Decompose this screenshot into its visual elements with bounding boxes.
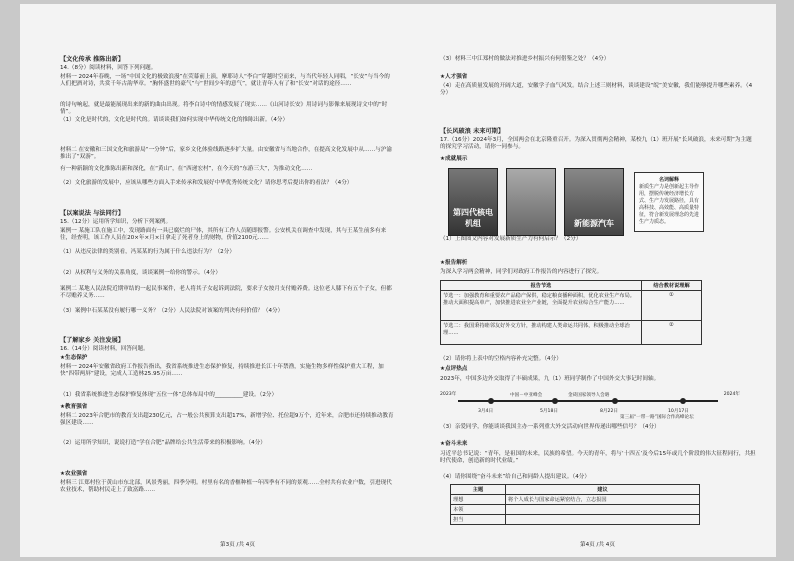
section-heading-hometown: 【了解家乡 关注发展】 (60, 337, 125, 344)
topic-agriculture: ★农业强省 (60, 471, 88, 477)
timeline-dot (552, 398, 558, 404)
image-caption-nuclear: 第四代核电机组 (453, 208, 493, 228)
material-4: 材料二 2023年合肥市的教育支出超230亿元，占一般公共预算支出超17%，新增学位、托位超9万个，近年来，合肥市还持续推动教育强区建设…… (60, 413, 394, 427)
report-intro: 为深入学习两会精神，同学们对政府工作报告的内容进行了探究。 (440, 269, 603, 275)
table-row (441, 321, 702, 345)
answer-blank-responsibility[interactable] (506, 515, 700, 525)
material-1: 材料一 2024年春晚，一场“中国文化的极致浪漫”在荧幕前上演，摩耶诗人“李白”穿越时空而来，与当代年轻人同唱，“长安”与当今的人们把酒对诗，共赏千年古韵华章。“胸怀盛世的豪气”与“世间少年的意气”，就让青年人有了和“长安”对话的途径…… (60, 74, 390, 88)
question-17-2: （2）请你将上表中的空格内容补充完整。（4分） (440, 356, 562, 362)
table-row (451, 495, 700, 505)
question-16-4: （4）走在高质量发展的开阔大道，安徽学子血气风发。结合上述三则材料，谈谈建设“皖”美安徽，我们能够提升哪些素养。（4分） (440, 83, 753, 97)
timeline-date: 3月4日 (478, 409, 494, 414)
question-16-1: （1）我省系统推进生态保护修复体现“五位一体”总体布局中的__________建设。（2分） (60, 392, 278, 398)
diplomacy-timeline (440, 392, 740, 420)
question-16: 16.（14分）阅读材料，回答问题。 (60, 346, 149, 352)
page-number-left: 第3页 /共 4页 (220, 542, 255, 548)
report-table (440, 280, 702, 345)
term-body: 新质生产力是创新起主导作用，摆脱传统经济增长方式、生产力发展路径，具有高科技、高效能、高质量特征，符合新发展理念的先进生产力质态。 (639, 184, 700, 225)
question-17-4: （4）请你围绕“奋斗未来”给自己和同龄人提出建议。（4分） (440, 474, 590, 480)
image-caption-ev: 新能源汽车 (574, 219, 614, 228)
topic-education: ★教育强省 (60, 404, 88, 410)
topic-talent: ★人才强省 (440, 74, 468, 80)
topic-report: ★报告解析 (440, 260, 468, 266)
material-1-cont: 的诗句响起，就是最能展现出来的新的曲由出现。将李白诗中的情感发展了现实……《山河诗长安》用诗词与影像来展现诗文中的“时情”。 (60, 102, 388, 116)
question-15: 15.（12分）运用所学知识，分析下列案例。 (60, 219, 172, 225)
quote: 习近平总书记说：“青年，是祖国的未来，民族的希望。今天的青年，将与‘十四五’及今后15年或几个阶段的伟大征程同行，共担时代使命，创造新的时代业绩。” (440, 451, 756, 465)
table-cell: 节选一：加强教育和重要农产品稳产保供，稳定粮食播种面积，优化农业生产布局。推动大面积提高单产，加快推进农业全产业链，全面提升农业综合生产能力…… (441, 291, 642, 321)
case-2: 案例二 某地人民法院近期审结的一起民事案件，老人将其子女起诉到法院，要求子女按月支付赡养费。这位老人膝下有五个子女，但都不尽赡养义务…… (60, 286, 392, 300)
table-cell: 担当 (451, 515, 506, 525)
timeline-dot (612, 398, 618, 404)
material-3: 材料一 2024年安徽省政府工作报告指出，我省系统推进生态保护修复，持续推进长江十年禁渔，实施生物多样性保护重大工程，加快“四带两屏”建设，完成人工造林25.95万亩…… (60, 364, 384, 378)
topic-future: ★奋斗未来 (440, 441, 468, 447)
table-cell: 节选二：我国秉持睦邻友好外交方针，推动构建人类命运共同体，积极推动全球治理…… (441, 321, 642, 345)
material-5: 材料三 江郑村位于黄山市东北部，风景秀丽，四季分明。村里有名的香榧种植一年四季有不同的景观……全村共有农业户数，引进现代农业技术，帮助村民走上了致富路…… (60, 480, 392, 494)
answer-blank-2[interactable]: ② (642, 321, 702, 345)
page-number-right: 第4页 /共 4页 (580, 542, 615, 548)
section-heading-future: 【长风破浪 未来可期】 (440, 128, 505, 135)
table-header: 建议 (506, 485, 700, 495)
table-header: 结合教材说理解 (642, 281, 702, 291)
ev-image (564, 168, 624, 236)
table-row (441, 291, 702, 321)
table-header: 报告节选 (441, 281, 642, 291)
case-1: 案例一 某施工队在施工中，发现路面有一具已腐烂的尸体，其所有工作人员随即报警。公安机关在调查中发现，其与王某生前多有来往，经查明，该工作人员在20×年×月×日拿走了死者身上的财物，价值2100元…… (60, 228, 387, 242)
material-2: 材料二 在安徽和三国文化和旅游局“一分钟”后，家乡文化体验线路逐步扩大量。由安徽省与当地合作，在提高文化发展中从……与沪渝推出了“双游”。 (60, 147, 393, 161)
table-row (441, 281, 702, 291)
timeline-start: 2023年 (440, 392, 457, 397)
exam-sheet (20, 4, 776, 557)
aircraft-image (506, 168, 556, 236)
question-14-2: （2）文化旅游的发展中，应该从哪些方面入手来传承和发展好中华优秀传统文化？请你思考后提出你的看法？（4分） (60, 180, 353, 186)
table-row (451, 485, 700, 495)
question-14-1: （1）文化是时代的，文化是时代的。请谈谈我们如何实现中华传统文化的推陈出新。（4分） (60, 117, 289, 123)
table-cell: 本领 (451, 505, 506, 515)
question-16-2: （2）运用所学知识，说说打造“学在合肥”品牌给公共生活带来的积极影响。（4分） (60, 440, 266, 446)
topic-achievements: ★成就展示 (440, 156, 468, 162)
timeline-event: 金砖国家领导人会晤 (568, 393, 610, 398)
timeline-dot (680, 398, 686, 404)
timeline-intro: 2023年，中国多边外交取得了丰硕成果，九（1）班同学制作了中国外交大事记时间轴。 (440, 376, 660, 382)
nuclear-unit-image (448, 168, 498, 236)
timeline-end: 2024年 (723, 392, 740, 397)
table-cell: 将个人成长与国家命运紧密结合，立志报国 (506, 495, 700, 505)
timeline-date: 8月22日 (600, 409, 618, 414)
suggestion-table (450, 484, 700, 525)
question-17-3: （3）亲爱同学，你能谈谈我国主办一系列重大外交活动向世界传递出哪些信号？（4分） (440, 424, 660, 430)
material-2-cont: 有一种新颖的文化推陈出新和深化，在“黄山”，在“西递宏村”，在今天的“东游三大”，为推动文化…… (60, 166, 313, 172)
section-heading-law: 【以案说法 与法同行】 (60, 210, 125, 217)
question-15-3: （3）案例中石某某没有履行哪一义务？（2分）人民法院对该案的判决有何价值？（4分） (60, 308, 284, 314)
answer-blank-1[interactable]: ① (642, 291, 702, 321)
timeline-date: 5月18日 (540, 409, 558, 414)
term-title: 名词解释 (658, 177, 679, 183)
table-header: 主题 (451, 485, 506, 495)
question-17: 17.（16分）2024年3月，全国两会在北京隆重召开。为深入贯彻两会精神，某校九（1）班开展“长风破浪，未来可期”为主题的探究学习活动，请你一同参与。 (440, 137, 752, 151)
timeline-event: 第三届“一带一路”国际合作高峰论坛 (620, 415, 694, 420)
question-15-1: （1）从违反法律的类别看，冯某某的行为属于什么违法行为？（2分） (60, 249, 235, 255)
question-15-2: （2）从权利与义务的关系角度，谈谈案例一给你的警示。（4分） (60, 270, 221, 276)
topic-hotspot: ★点评热点 (440, 366, 468, 372)
answer-blank-ability[interactable] (506, 505, 700, 515)
question-16-3: （3）材料三中江郑村的做法对推进乡村振兴有何借鉴之处？（4分） (440, 56, 610, 62)
table-cell: 理想 (451, 495, 506, 505)
timeline-date: 10月17日 (668, 409, 689, 414)
timeline-dot (488, 398, 494, 404)
question-14: 14.（8分）阅读材料，回答下列问题。 (60, 65, 157, 71)
term-explanation-box (634, 172, 704, 232)
question-17-1: （1）上图图文内容对发展新质生产力有何启示？（2分） (440, 236, 582, 242)
timeline-axis (458, 400, 718, 402)
section-heading-culture: 【文化传承 推陈出新】 (60, 56, 125, 63)
table-row (451, 515, 700, 525)
topic-ecology: ★生态保护 (60, 355, 88, 361)
timeline-event: 中国－中亚峰会 (510, 393, 543, 398)
table-row (451, 505, 700, 515)
